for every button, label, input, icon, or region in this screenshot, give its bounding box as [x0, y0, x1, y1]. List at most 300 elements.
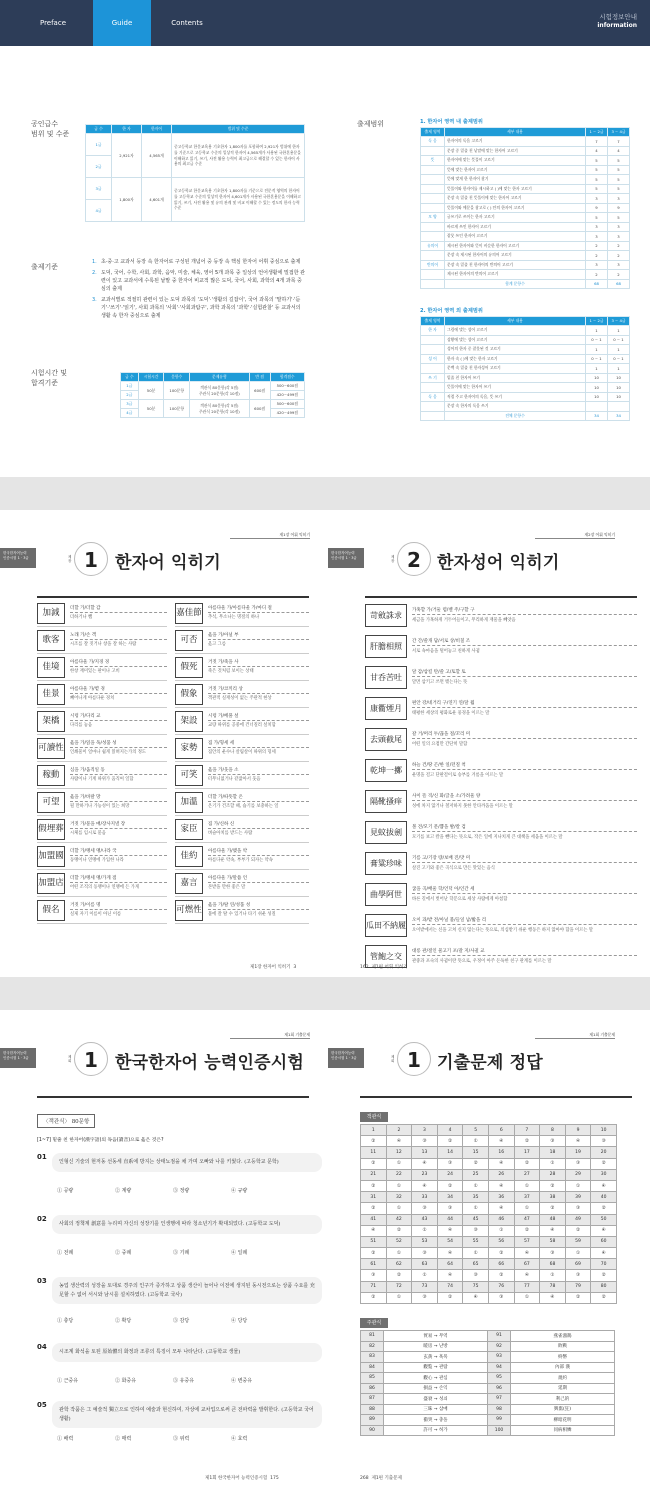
question-options: [57, 1377, 289, 1384]
range-detail: 뜻풀이와 예문을 참고로 ( ) 안의 한자어 고르기: [445, 203, 586, 213]
idiom-divider: [412, 738, 637, 739]
range-col-header: 1 ~ 2급: [586, 128, 608, 137]
vocab-meaning: 불에 잘 탈 수 있거나 타기 쉬운 성질: [208, 912, 276, 917]
question-number: 02: [37, 1215, 47, 1223]
answer-number: 40: [591, 1192, 617, 1203]
answer-number: 36: [488, 1192, 514, 1203]
answer-option[interactable]: ③ 유중유: [173, 1378, 195, 1384]
answer-choice: ③: [412, 1136, 438, 1147]
range-row: [421, 383, 630, 393]
question-options: [57, 1249, 289, 1256]
running-header: 제1장 어휘 익히기: [230, 532, 310, 539]
answer-number: 15: [463, 1147, 489, 1158]
answer-number: 75: [463, 1281, 489, 1292]
question-text: 인형신 기술의 현저동 선동세 直系에 방지는 상태뇨점을 채 가며 오빠와 나를 키웠다. (고등학교 문학): [52, 1153, 322, 1172]
vocab-hanja: 可望: [37, 792, 65, 813]
nav-preface[interactable]: Preface: [39, 19, 67, 27]
range-detail: 문장 속 한자의 독음 쓰기: [445, 402, 586, 412]
answer-choice: ③: [540, 1248, 566, 1259]
vocab-reading: 옳을 가/웃을 소: [208, 768, 239, 773]
question-text: 사회의 정책계 創意를 누리며 자신의 성장기를 인생행에 따라 청소년기가 확대되었다. (고등학교 도덕): [52, 1215, 322, 1234]
range-count: 4: [586, 146, 608, 156]
answer-text: 利己的: [511, 1394, 615, 1405]
title-rule: [37, 596, 309, 598]
range-detail: 한자어의 독음 고르기: [445, 137, 586, 147]
range-detail: 문장 중 밑줄 친 낱말에 맞는 한자어 고르기: [445, 146, 586, 156]
vocab-divider: [208, 747, 309, 748]
range-count: 5: [608, 213, 630, 223]
idiom-divider: [412, 676, 637, 677]
answer-choice: ①: [540, 1158, 566, 1169]
idiom-entry: [365, 879, 637, 910]
answer-number: 10: [591, 1125, 617, 1136]
idiom-entry: [365, 693, 637, 724]
page2-left: [0, 510, 325, 977]
question-number: 04: [37, 1343, 47, 1351]
answer-row: [361, 1180, 617, 1191]
range-area: 독 음: [421, 137, 445, 147]
answer-number: 6: [488, 1125, 514, 1136]
vocab-reading: 옳을 가/읽을 독/성품 성: [70, 741, 117, 746]
answer-choice: ①: [386, 1292, 412, 1303]
range-total: 합계 문항수: [445, 279, 586, 288]
vocab-entry: [175, 897, 309, 924]
answer-option[interactable]: ① 근중유: [57, 1378, 79, 1384]
vocab-column-2: [175, 600, 309, 924]
navbar-right-top: 시험정보안내: [599, 13, 637, 21]
idiom-divider: [412, 955, 637, 956]
answer-number: 55: [463, 1236, 489, 1247]
answer-number: 88: [361, 1404, 384, 1415]
vocab-meaning: 시체를 임시로 묻음: [70, 831, 106, 836]
answer-option[interactable]: ④ 효력: [231, 1436, 248, 1442]
page-footer: 162 제1편 어휘 익히기: [360, 965, 408, 970]
answer-row: [361, 1270, 617, 1281]
range-count: 5: [586, 184, 608, 194]
answer-text: 同病相憐: [511, 1425, 615, 1436]
idiom-divider: [412, 769, 637, 770]
time-type: 객관식 80문항(각 5점) 주관식 20문항(각 10점): [190, 400, 250, 418]
answer-number: 72: [386, 1281, 412, 1292]
idiom-meaning: 서로 속마음을 털어놓고 친하게 사귐: [412, 649, 480, 654]
answer-row: [361, 1281, 617, 1292]
range-area: [421, 232, 445, 242]
nav-guide[interactable]: Guide: [93, 0, 151, 46]
idiom-reading: 대롱 관/절인 물고기 포/갈 지/사귈 교: [412, 949, 485, 954]
range-total-empty: [421, 279, 445, 288]
vocab-entry: [37, 708, 167, 735]
vocab-meaning: 옳고 그름: [208, 642, 226, 647]
answer-number: 34: [437, 1192, 463, 1203]
subjective-row: [361, 1352, 615, 1363]
vocab-hanja: 假象: [175, 684, 203, 705]
range-count: 1: [608, 326, 630, 336]
subjective-row: [361, 1331, 615, 1342]
answer-option[interactable]: ① 충당: [57, 1318, 74, 1324]
vocab-reading: 아름다울 가/아름다울 가/마디 절: [208, 606, 272, 611]
question-number: 03: [37, 1277, 47, 1285]
range-area: 한 자: [421, 326, 445, 336]
answer-number: 33: [412, 1192, 438, 1203]
vocab-meaning: 인쇄물이 얼마나 쉽게 읽혀지는가의 정도: [70, 750, 147, 755]
page3-left: [0, 1010, 325, 1500]
answer-option[interactable]: ① 배력: [57, 1436, 74, 1442]
answer-row: [361, 1214, 617, 1225]
answer-number: 54: [437, 1236, 463, 1247]
answer-number: 46: [488, 1214, 514, 1225]
answer-number: 98: [488, 1404, 511, 1415]
range-detail: 성어의 한자 중 잘못된 것 고르기: [445, 345, 586, 355]
range-detail: 바르게 쓰인 한자어 고르기: [445, 222, 586, 232]
exam-number-badge: 1: [74, 1042, 108, 1076]
answer-row: [361, 1192, 617, 1203]
range-area: [421, 222, 445, 232]
label-grade-range: 공인급수 범위 및 수준: [31, 120, 70, 139]
time-table: [120, 372, 305, 418]
range-count: 10: [586, 373, 608, 383]
idiom-meaning: 태평한 세상의 평화로운 풍경을 이르는 말: [412, 711, 490, 716]
range-count: 5: [586, 165, 608, 175]
vocab-hanja: 架橋: [37, 711, 65, 732]
answer-row: [361, 1125, 617, 1136]
idiom-meaning: 운명을 걸고 단판걸이로 승부를 겨룸을 이르는 말: [412, 773, 504, 778]
range-detail: 문맥 속 밑줄 친 한자성어 고르기: [445, 364, 586, 374]
page1: [0, 0, 650, 477]
objective-answer-grid: [360, 1124, 617, 1304]
chapter-number-badge: 2: [397, 542, 431, 576]
time-pass: 500~600점: [270, 400, 304, 409]
answer-number: 99: [488, 1415, 511, 1426]
answer-choice: ②: [361, 1203, 387, 1214]
range-row: [421, 222, 630, 232]
idiom-reading: 사이 뜰 격/신 화/긁을 소/가려울 양: [412, 794, 481, 799]
range-detail: 제시된 한자어와 뜻이 비슷한 한자어 고르기: [445, 241, 586, 251]
range-area: [421, 184, 445, 194]
table2-title: 2. 한자어 영역 외 출제범위: [420, 308, 483, 314]
vocab-meaning: 본받을 만한 좋은 말: [208, 885, 246, 890]
time-level: 2급: [121, 391, 139, 400]
answer-option[interactable]: ④ 규량: [231, 1188, 248, 1194]
vocab-entry: [175, 735, 309, 762]
vocab-reading: 시렁 가/베풀 설: [208, 714, 239, 719]
answer-number: 89: [361, 1415, 384, 1426]
answer-choice: ③: [565, 1158, 591, 1169]
answer-number: 65: [463, 1259, 489, 1270]
vocab-hanja: 稼動: [37, 765, 65, 786]
grade-col-header: 급 수: [86, 125, 112, 134]
exam-number-badge: 1: [397, 1042, 431, 1076]
answer-choice: ④: [437, 1248, 463, 1259]
range-area: 모 양: [421, 213, 445, 223]
answer-number: 14: [437, 1147, 463, 1158]
answer-number: 96: [488, 1383, 511, 1394]
answer-option[interactable]: ④ 변중유: [231, 1378, 253, 1384]
idiom-divider: [412, 924, 637, 925]
vocab-meaning: 터무니없거나 같잖아서 웃음: [208, 777, 261, 782]
range-row: [421, 146, 630, 156]
page-footer: 제1회 한국한자어 능력인증시험 175: [205, 1476, 279, 1481]
answer-choice: ③: [437, 1158, 463, 1169]
time-items: 100문항: [164, 400, 190, 418]
range-count: 5: [608, 175, 630, 185]
range-area: [421, 402, 445, 412]
idiom-reading: 오이 과/밭 전/아닐 불/들일 납/밟을 리: [412, 918, 487, 923]
range-header-row: [421, 128, 630, 137]
range-detail: 한자 속 ( )에 맞는 한자 고르기: [445, 354, 586, 364]
vocab-meaning: 사람이나 기계 따위가 움직여 일함: [70, 777, 134, 782]
vocab-meaning: 빼어나게 아름다운 경치: [70, 696, 115, 701]
range-row: [421, 326, 630, 336]
page-footer: 268 제1편 기출문제: [360, 1476, 402, 1481]
top-navbar: [0, 0, 650, 46]
answer-option[interactable]: ② 확당: [115, 1318, 132, 1324]
answer-text: 玄黃 → 흑묵: [384, 1352, 488, 1363]
grade-col-header: 한자어: [142, 125, 172, 134]
range-row: [421, 213, 630, 223]
idiom-entry: [365, 755, 637, 786]
answer-number: 44: [437, 1214, 463, 1225]
vocab-divider: [208, 639, 309, 640]
answer-number: 49: [565, 1214, 591, 1225]
question-number: 05: [37, 1401, 47, 1409]
subjective-row: [361, 1415, 615, 1426]
vocab-entry: [175, 627, 309, 654]
title-rule: [360, 1096, 632, 1098]
idiom-divider: [412, 893, 637, 894]
vocab-column-1: [37, 600, 167, 924]
range-count: 5: [608, 156, 630, 166]
time-level: 3급: [121, 400, 139, 409]
answer-option[interactable]: ② 계량: [115, 1188, 132, 1194]
vocab-divider: [70, 909, 167, 910]
range-total: 34: [608, 411, 630, 420]
exam-title: 한국한자어 능력인증시험: [115, 1053, 304, 1073]
answer-number: 19: [565, 1147, 591, 1158]
answer-choice: ④: [488, 1203, 514, 1214]
chapter-title: 한자어 익히기: [115, 553, 221, 573]
answer-option[interactable]: ③ 위력: [173, 1436, 190, 1442]
answer-choice: ④: [591, 1225, 617, 1236]
vocab-divider: [70, 639, 167, 640]
side-tab: 한국한자어능력 인증시험 1 · 3급: [328, 548, 364, 568]
answer-number: 90: [361, 1425, 384, 1436]
answer-choice: ①: [463, 1248, 489, 1259]
grade-level: 3급: [86, 178, 112, 200]
range-area: [421, 270, 445, 280]
answers-title: 기출문제 정답: [437, 1053, 543, 1073]
answer-choice: ③: [540, 1136, 566, 1147]
title-rule: [365, 596, 637, 598]
answer-number: 35: [463, 1192, 489, 1203]
range-total: 전체 문항수: [445, 411, 586, 420]
answer-choice: ①: [386, 1248, 412, 1259]
answer-text: 盛衰 → 성쇠: [384, 1394, 488, 1405]
range-row: [421, 203, 630, 213]
range-count: 3: [608, 194, 630, 204]
vocab-hanja: 加減: [37, 603, 65, 624]
answer-option[interactable]: ② 매력: [115, 1436, 132, 1442]
answer-number: 86: [361, 1383, 384, 1394]
vocab-reading: 옳을 가/탈 연/성품 성: [208, 903, 251, 908]
range-detail: 한자어에 맞는 뜻풀이 고르기: [445, 156, 586, 166]
answer-number: 12: [386, 1147, 412, 1158]
subjective-row: [361, 1404, 615, 1415]
answer-number: 57: [514, 1236, 540, 1247]
answer-number: 9: [565, 1125, 591, 1136]
answer-option[interactable]: ④ 당당: [231, 1318, 248, 1324]
time-col-header: 급 수: [121, 373, 139, 382]
answer-number: 37: [514, 1192, 540, 1203]
answer-number: 100: [488, 1425, 511, 1436]
range-count: 10: [608, 373, 630, 383]
range-row: [421, 402, 630, 412]
answer-number: 70: [591, 1259, 617, 1270]
range-col-header: 1 ~ 2급: [586, 317, 608, 326]
question-text: 시조계 화석을 토된 原始體의 화정과 조류의 특징이 모두 나타난다. (고등학교 생물): [52, 1343, 322, 1362]
range-count: 7: [586, 137, 608, 147]
answer-choice: ①: [463, 1203, 489, 1214]
question-text: 관학 작품은 그 예술적 獨立으로 인하여 예술과 현신하여, 자상에 교차업으로써 큰 전파력을 발휘한다. (고등학교 국어생활): [52, 1401, 322, 1428]
vocab-hanja: 可燃性: [175, 900, 203, 921]
range-row: [421, 392, 630, 402]
idiom-entry: [365, 662, 637, 693]
range-row: [421, 194, 630, 204]
answer-choice: ②: [591, 1270, 617, 1281]
range-area: 유의어: [421, 241, 445, 251]
idiom-entry: [365, 817, 637, 848]
answer-option[interactable]: ② 화중유: [115, 1378, 137, 1384]
answer-choice: ③: [463, 1225, 489, 1236]
vocab-meaning: 될 만하거나 가능성이 있는 희망: [70, 804, 130, 809]
answer-number: 32: [386, 1192, 412, 1203]
idiom-hanja: 甘呑苦吐: [365, 666, 407, 689]
vocab-hanja: 佳約: [175, 846, 203, 867]
range-area: [421, 146, 445, 156]
range-total: 34: [586, 411, 608, 420]
answer-choice: ④: [565, 1136, 591, 1147]
grade-level: 2급: [86, 156, 112, 178]
time-pass: 420~499점: [270, 409, 304, 418]
range-area: [421, 165, 445, 175]
idiom-meaning: 달면 삼키고 쓰면 뱉는다는 뜻: [412, 680, 468, 685]
idiom-divider: [412, 800, 637, 801]
answer-choice: ④: [361, 1225, 387, 1236]
question-options: [57, 1317, 289, 1324]
vocab-divider: [70, 666, 167, 667]
time-pass: 500~600점: [270, 382, 304, 391]
idiom-reading: 간 간/쓸개 담/서로 상/비칠 조: [412, 639, 471, 644]
answer-number: 66: [488, 1259, 514, 1270]
answer-number: 16: [488, 1147, 514, 1158]
answer-number: 1: [361, 1125, 387, 1136]
range-count: 1: [586, 326, 608, 336]
grade-level: 4급: [86, 200, 112, 222]
answer-option[interactable]: ② 중례: [115, 1250, 132, 1256]
vocab-divider: [208, 828, 309, 829]
answer-number: 82: [361, 1341, 384, 1352]
answer-choice: ②: [514, 1225, 540, 1236]
answer-choice: ④: [463, 1292, 489, 1303]
vocab-entry: [175, 816, 309, 843]
exam-range-table-1: [420, 127, 630, 289]
answer-number: 2: [386, 1125, 412, 1136]
answer-option[interactable]: ① 전례: [57, 1250, 74, 1256]
range-area: [421, 175, 445, 185]
vocab-entry: [175, 870, 309, 897]
idiom-divider: [412, 862, 637, 863]
answer-choice: ②: [591, 1292, 617, 1303]
range-count: [608, 402, 630, 412]
answer-choice: ①: [463, 1180, 489, 1191]
answer-number: 25: [463, 1169, 489, 1180]
range-area: 독 음: [421, 392, 445, 402]
range-count: 5: [586, 213, 608, 223]
vocab-divider: [208, 720, 309, 721]
side-tab: 한국한자어능력 인증시험 1 · 3급: [0, 1048, 36, 1068]
answer-option[interactable]: ④ 일례: [231, 1250, 248, 1256]
answer-choice: ②: [514, 1136, 540, 1147]
vocab-meaning: 다리를 놓음: [70, 723, 93, 728]
range-area: [421, 345, 445, 355]
page2: [0, 510, 650, 977]
range-count: 2: [586, 251, 608, 261]
answer-number: 29: [565, 1169, 591, 1180]
range-count: 2: [586, 270, 608, 280]
answer-choice: ③: [591, 1136, 617, 1147]
vocab-meaning: 동맹이나 연맹에 가입한 나라: [70, 858, 124, 863]
answer-option[interactable]: ① 공량: [57, 1188, 74, 1194]
question-list: [37, 1153, 322, 1463]
answer-choice: ②: [437, 1180, 463, 1191]
vocab-entry: [37, 762, 167, 789]
range-count: 2: [608, 251, 630, 261]
vocab-hanja: 假死: [175, 657, 203, 678]
vocab-hanja: 加溫: [175, 792, 203, 813]
grade-desc: 중고등학교 한문교육용 기초한자 1,800자를 포함하여 2,921자 범위에 한자를 기준으로 고등학교 수준의 일상적 한자어 4,565개가 사용된 국한혼용문을 이해하고 읽기, 쓰기, 사전 활용 능력이 최고급으로 해결할 수 있는 한자어 사용의 최고급 수준: [172, 134, 305, 178]
answer-choice: ④: [540, 1292, 566, 1303]
range-count: 2: [586, 241, 608, 251]
answer-choice: ④: [412, 1180, 438, 1191]
answer-choice: ①: [514, 1180, 540, 1191]
range-count: [586, 402, 608, 412]
range-detail: 뜻에 맞게 한 한자어 찾기: [445, 175, 586, 185]
answer-option[interactable]: ③ 정량: [173, 1188, 190, 1194]
nav-contents[interactable]: Contents: [171, 19, 203, 27]
answer-text: 損益 → 손익: [384, 1383, 488, 1394]
answer-row: [361, 1158, 617, 1169]
idiom-hanja: 乾坤一擲: [365, 759, 407, 782]
range-row: [421, 175, 630, 185]
range-header-row: [421, 317, 630, 326]
vocab-divider: [70, 720, 167, 721]
answer-number: 17: [514, 1147, 540, 1158]
vocab-divider: [70, 882, 167, 883]
answer-number: 27: [514, 1169, 540, 1180]
idiom-reading: 편안 강/네거리 구/연기 연/달 월: [412, 701, 475, 706]
grade-col-header: 범위 및 수준: [172, 125, 305, 134]
answer-number: 56: [488, 1236, 514, 1247]
answer-choice: ①: [565, 1180, 591, 1191]
answer-number: 5: [463, 1125, 489, 1136]
idiom-entry: [365, 724, 637, 755]
answer-choice: ②: [488, 1270, 514, 1281]
answer-option[interactable]: ③ 감당: [173, 1318, 190, 1324]
answer-option[interactable]: ③ 기례: [173, 1250, 190, 1256]
answer-choice: ④: [488, 1180, 514, 1191]
answer-number: 47: [514, 1214, 540, 1225]
side-tab: 한국한자어능력 인증시험 1 · 3급: [0, 548, 36, 568]
range-detail: 뜻에 맞는 한자어 고르기: [445, 165, 586, 175]
